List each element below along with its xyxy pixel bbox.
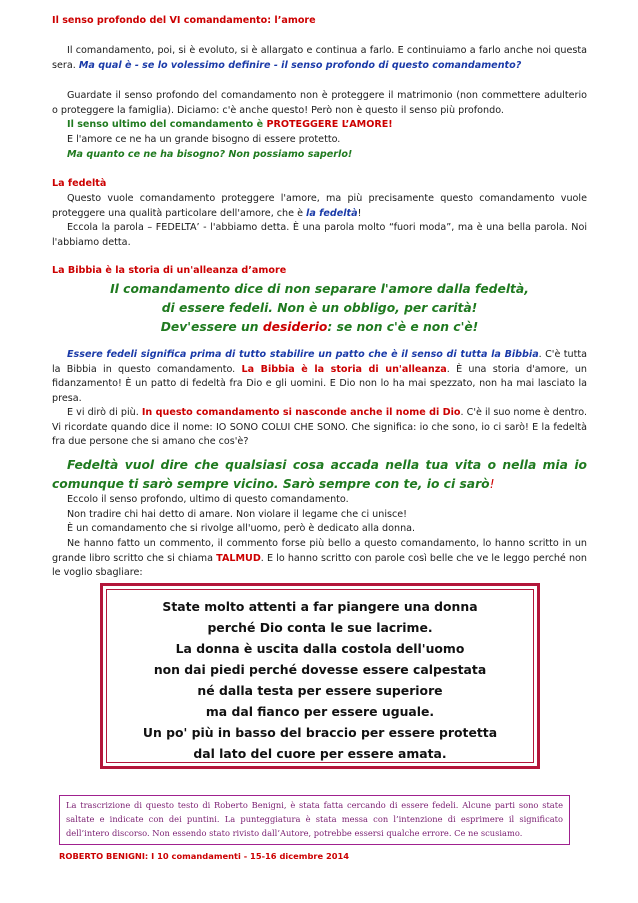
text-line: E l'amore ce ne ha un grande bisogno di essere protetto. xyxy=(67,134,341,145)
quote-line: Un po' più in basso del braccio per essere protetta xyxy=(142,725,498,740)
quote-line: dal lato del cuore per essere amata. xyxy=(193,746,447,761)
paragraph: Ne hanno fatto un commento, il commento forse più bello a questo comandamento, lo hanno scritto in un grande libro scritto che si chiama TALMUD. E lo hanno scritto con parole così belle che ve le leggo perché non le voglio sbagliare: xyxy=(52,538,587,579)
paragraph: Essere fedeli significa prima di tutto stabilire un patto che è il senso di tutta la Bibbia. C'è tutta la Bibbia in questo comandamento. La Bibbia è la storia di un'alleanza. È una storia d'amore, un fidanzamento! È un patto di fedeltà fra Dio e gli uomini. E Dio non lo ha mai spezzato, non ha mai lasciato la presa. xyxy=(52,349,587,404)
paragraph: E vi dirò di più. In questo comandamento si nasconde anche il nome di Dio. C'è il suo nome è dentro. Vi ricordate quando dice il nome: IO SONO COLUI CHE SONO. Che significa: io che sono, io ci sarò! E la fedeltà fra due persone che si amano che cos'è? xyxy=(52,407,587,448)
text-line: Il senso ultimo del comandamento è PROTEGGERE L’AMORE! xyxy=(67,119,393,130)
quote-box xyxy=(100,583,540,769)
quote-line: ma dal fianco per essere uguale. xyxy=(205,704,435,719)
section-title-fedelta: La fedeltà xyxy=(52,178,107,189)
section-title-amore: Il senso profondo del VI comandamento: l’amore xyxy=(52,15,316,26)
paragraph: Eccola la parola – FEDELTA’ - l'abbiamo detta. È una parola molto “fuori moda”, ma è una bella parola. Noi l'abbiamo detta. xyxy=(52,222,587,248)
emphasis-paragraph: Fedeltà vuol dire che qualsiasi cosa accada nella tua vita o nella mia io comunque ti sarò sempre vicino. Sarò sempre con te, io ci sarò! xyxy=(52,458,587,491)
paragraph: Questo vuole comandamento proteggere l'amore, ma più precisamente questo comandamento vuole proteggere una qualità particolare dell'amore, che è la fedeltà! xyxy=(52,193,587,219)
page-footer: ROBERTO BENIGNI: I 10 comandamenti - 15-16 dicembre 2014 xyxy=(59,851,350,861)
quote-line: non dai piedi perché dovesse essere calpestata xyxy=(153,662,487,677)
emphasis-question: Ma qual è - se lo volessimo definire - il senso profondo di questo comandamento? xyxy=(78,59,522,71)
paragraph: Guardate il senso profondo del comandamento non è proteggere il matrimonio (non commettere adulterio o proteggere la famiglia). Diciamo: c'è anche questo! Però non è questo il senso più profondo. xyxy=(52,90,587,116)
centered-statement: Dev'essere un desiderio: se non c'è e non c'è! xyxy=(160,320,479,334)
centered-statement: di essere fedeli. Non è un obbligo, per carità! xyxy=(161,301,478,315)
quote-line: State molto attenti a far piangere una donna xyxy=(162,599,478,614)
text-line: Ma quanto ce ne ha bisogno? Non possiamo saperlo! xyxy=(67,149,353,160)
quote-line: né dalla testa per essere superiore xyxy=(197,683,443,698)
centered-statement: Il comandamento dice di non separare l'amore dalla fedeltà, xyxy=(110,282,529,296)
paragraph: Il comandamento, poi, si è evoluto, si è allargato e continua a farlo. E continuiamo a farlo anche noi questa sera. Ma qual è - se lo volessimo definire - il senso profondo di questo comandamento? xyxy=(52,45,587,71)
text-line: Eccolo il senso profondo, ultimo di questo comandamento. xyxy=(67,494,349,505)
quote-line: perché Dio conta le sue lacrime. xyxy=(207,620,433,635)
section-title-bibbia: La Bibbia è la storia di un'alleanza d’amore xyxy=(52,265,287,276)
text-line: È un comandamento che si rivolge all'uomo, però è dedicato alla donna. xyxy=(67,523,416,534)
text-line: Non tradire chi hai detto di amare. Non violare il legame che ci unisce! xyxy=(67,509,408,520)
transcription-note: La trascrizione di questo testo di Roberto Benigni, è stata fatta cercando di essere fedeli. Alcune parti sono state saltate e indicate con dei puntini. La punteggiatura è stata messa con l’intenzione di esprimere il significato dell’intero discorso. Non essendo stato rivisto dall’Autore, potrebbe essersi qualche errore. Ce ne scusiamo. xyxy=(59,795,570,845)
emphasis-proteggere: PROTEGGERE L’AMORE! xyxy=(266,119,393,130)
quote-box-inner-border xyxy=(106,589,534,763)
quote-line: La donna è uscita dalla costola dell'uomo xyxy=(175,641,465,656)
